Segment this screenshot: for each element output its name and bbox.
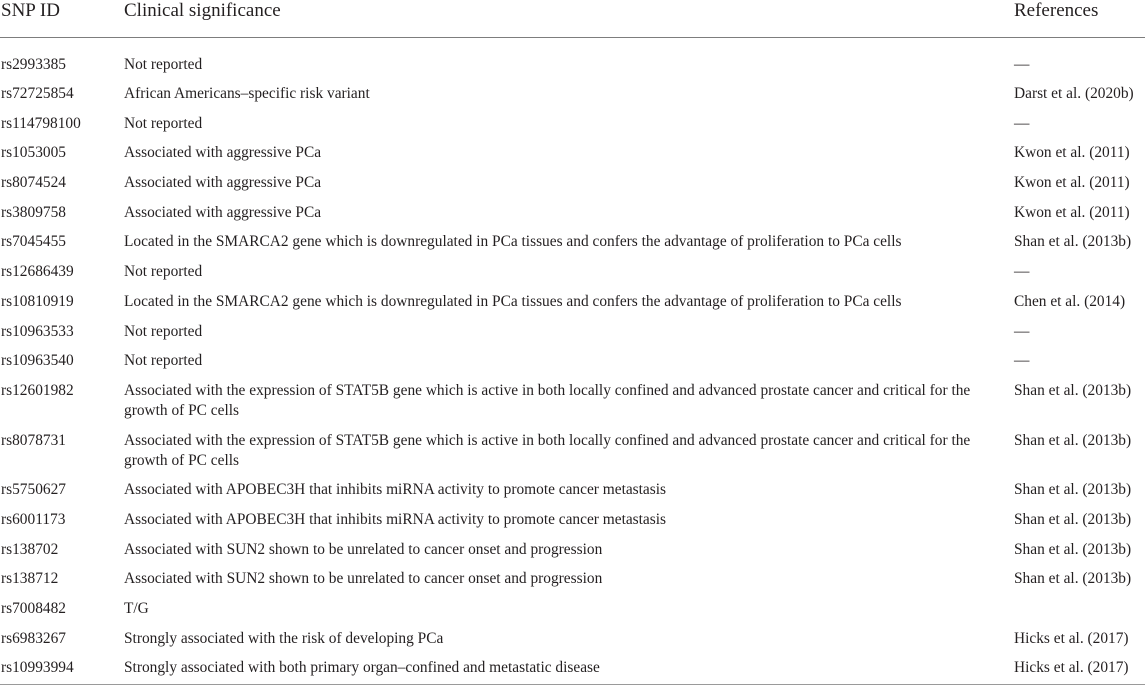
snp-id-cell: rs12601982 <box>1 381 74 399</box>
snp-id-cell: rs12686439 <box>1 263 74 281</box>
snp-id-cell: rs6001173 <box>1 510 66 528</box>
reference-cell: Shan et al. (2013b) <box>1014 481 1132 499</box>
snp-id-cell: rs72725854 <box>1 85 74 102</box>
table-row <box>0 292 1145 322</box>
clinical-significance-cell: Associated with APOBEC3H that inhibits miRNA activity to promote cancer metastasis <box>124 481 667 499</box>
table-row <box>0 658 1145 685</box>
header-clinical-significance: Clinical significance <box>124 0 1014 38</box>
clinical-significance-cell: Associated with SUN2 shown to be unrelated to cancer onset and progression <box>124 570 603 588</box>
reference-cell: — <box>1014 56 1030 73</box>
snp-id-cell: rs2993385 <box>1 56 66 73</box>
table-row <box>0 599 1145 629</box>
table-row <box>0 38 1145 85</box>
snp-id-cell: rs138702 <box>1 540 59 558</box>
reference-cell: Shan et al. (2013b) <box>1014 233 1132 251</box>
snp-id-cell: rs10993994 <box>0 658 124 685</box>
clinical-significance-cell: Not reported <box>124 322 203 340</box>
reference-cell: — <box>1014 352 1030 370</box>
table-row <box>0 84 1145 114</box>
snp-id-cell: rs7008482 <box>1 600 66 617</box>
table-row <box>0 262 1145 292</box>
clinical-significance-cell: Associated with the expression of STAT5B gene which is active in both locally confined and advanced prostate cancer and critical for the growth of PC cells <box>124 381 971 419</box>
snp-id-cell: rs10963533 <box>1 322 74 340</box>
table-header <box>0 0 1145 38</box>
snp-id-cell: rs10810919 <box>1 292 74 310</box>
clinical-significance-cell: Not reported <box>124 352 203 370</box>
clinical-significance-cell: Associated with aggressive PCa <box>124 144 322 162</box>
reference-cell: Shan et al. (2013b) <box>1014 381 1132 399</box>
reference-cell: — <box>1014 114 1030 132</box>
clinical-significance-cell: Located in the SMARCA2 gene which is downregulated in PCa tissues and confers the advantage of proliferation to PCa cells <box>124 292 902 310</box>
clinical-significance-cell: Associated with APOBEC3H that inhibits miRNA activity to promote cancer metastasis <box>124 510 667 528</box>
snp-id-cell: rs8078731 <box>1 431 66 449</box>
reference-cell: Shan et al. (2013b) <box>1014 540 1132 558</box>
reference-cell: — <box>1014 263 1030 281</box>
reference-cell: Kwon et al. (2011) <box>1014 203 1130 221</box>
snp-id-cell: rs138712 <box>1 570 59 588</box>
table-row <box>0 510 1145 540</box>
header-snp-id: SNP ID <box>0 0 124 38</box>
clinical-significance-cell: Not reported <box>124 263 203 281</box>
table-row <box>0 173 1145 203</box>
reference-cell: Hicks et al. (2017) <box>1014 629 1129 647</box>
reference-cell <box>1014 599 1145 629</box>
clinical-significance-cell: Associated with aggressive PCa <box>124 174 322 192</box>
snp-id-cell: rs3809758 <box>1 203 66 221</box>
snp-id-cell: rs6983267 <box>1 629 66 647</box>
table-row <box>0 569 1145 599</box>
clinical-significance-cell: Not reported <box>124 114 203 132</box>
header-references: References <box>1014 0 1145 38</box>
reference-cell: Darst et al. (2020b) <box>1014 85 1134 102</box>
snp-id-cell: rs114798100 <box>1 114 81 132</box>
table-row <box>0 322 1145 352</box>
reference-cell: Chen et al. (2014) <box>1014 292 1126 310</box>
clinical-significance-cell: Associated with SUN2 shown to be unrelated to cancer onset and progression <box>124 540 603 558</box>
snp-id-cell: rs10963540 <box>1 352 74 370</box>
reference-cell: Kwon et al. (2011) <box>1014 174 1130 192</box>
table-body <box>0 38 1145 685</box>
clinical-significance-cell: Associated with the expression of STAT5B gene which is active in both locally confined and advanced prostate cancer and critical for the growth of PC cells <box>124 431 971 469</box>
clinical-significance-cell: Strongly associated with the risk of developing PCa <box>124 629 444 647</box>
header-row <box>0 0 1145 38</box>
snp-id-cell: rs7045455 <box>1 233 66 251</box>
table-row <box>0 203 1145 233</box>
table-row <box>0 114 1145 144</box>
table-row <box>0 480 1145 510</box>
clinical-significance-cell: Not reported <box>124 56 203 73</box>
clinical-significance-cell: Associated with aggressive PCa <box>124 203 322 221</box>
clinical-significance-cell: African Americans–specific risk variant <box>124 85 370 102</box>
table-row <box>0 351 1145 381</box>
clinical-significance-cell: Located in the SMARCA2 gene which is downregulated in PCa tissues and confers the advantage of proliferation to PCa cells <box>124 233 902 251</box>
snp-id-cell: rs8074524 <box>1 174 66 192</box>
table-row <box>0 540 1145 570</box>
reference-cell: Hicks et al. (2017) <box>1014 658 1145 685</box>
table-row <box>0 381 1145 431</box>
clinical-significance-cell: T/G <box>124 600 149 617</box>
table-row <box>0 431 1145 481</box>
reference-cell: Kwon et al. (2011) <box>1014 144 1130 162</box>
table-row <box>0 629 1145 659</box>
reference-cell: Shan et al. (2013b) <box>1014 510 1132 528</box>
snp-id-cell: rs5750627 <box>1 481 66 499</box>
reference-cell: Shan et al. (2013b) <box>1014 431 1132 449</box>
reference-cell: — <box>1014 322 1030 340</box>
table-row <box>0 143 1145 173</box>
table-row <box>0 232 1145 262</box>
reference-cell: Shan et al. (2013b) <box>1014 570 1132 588</box>
snp-id-cell: rs1053005 <box>1 144 66 162</box>
clinical-significance-cell: Strongly associated with both primary organ–confined and metastatic disease <box>124 658 1014 685</box>
